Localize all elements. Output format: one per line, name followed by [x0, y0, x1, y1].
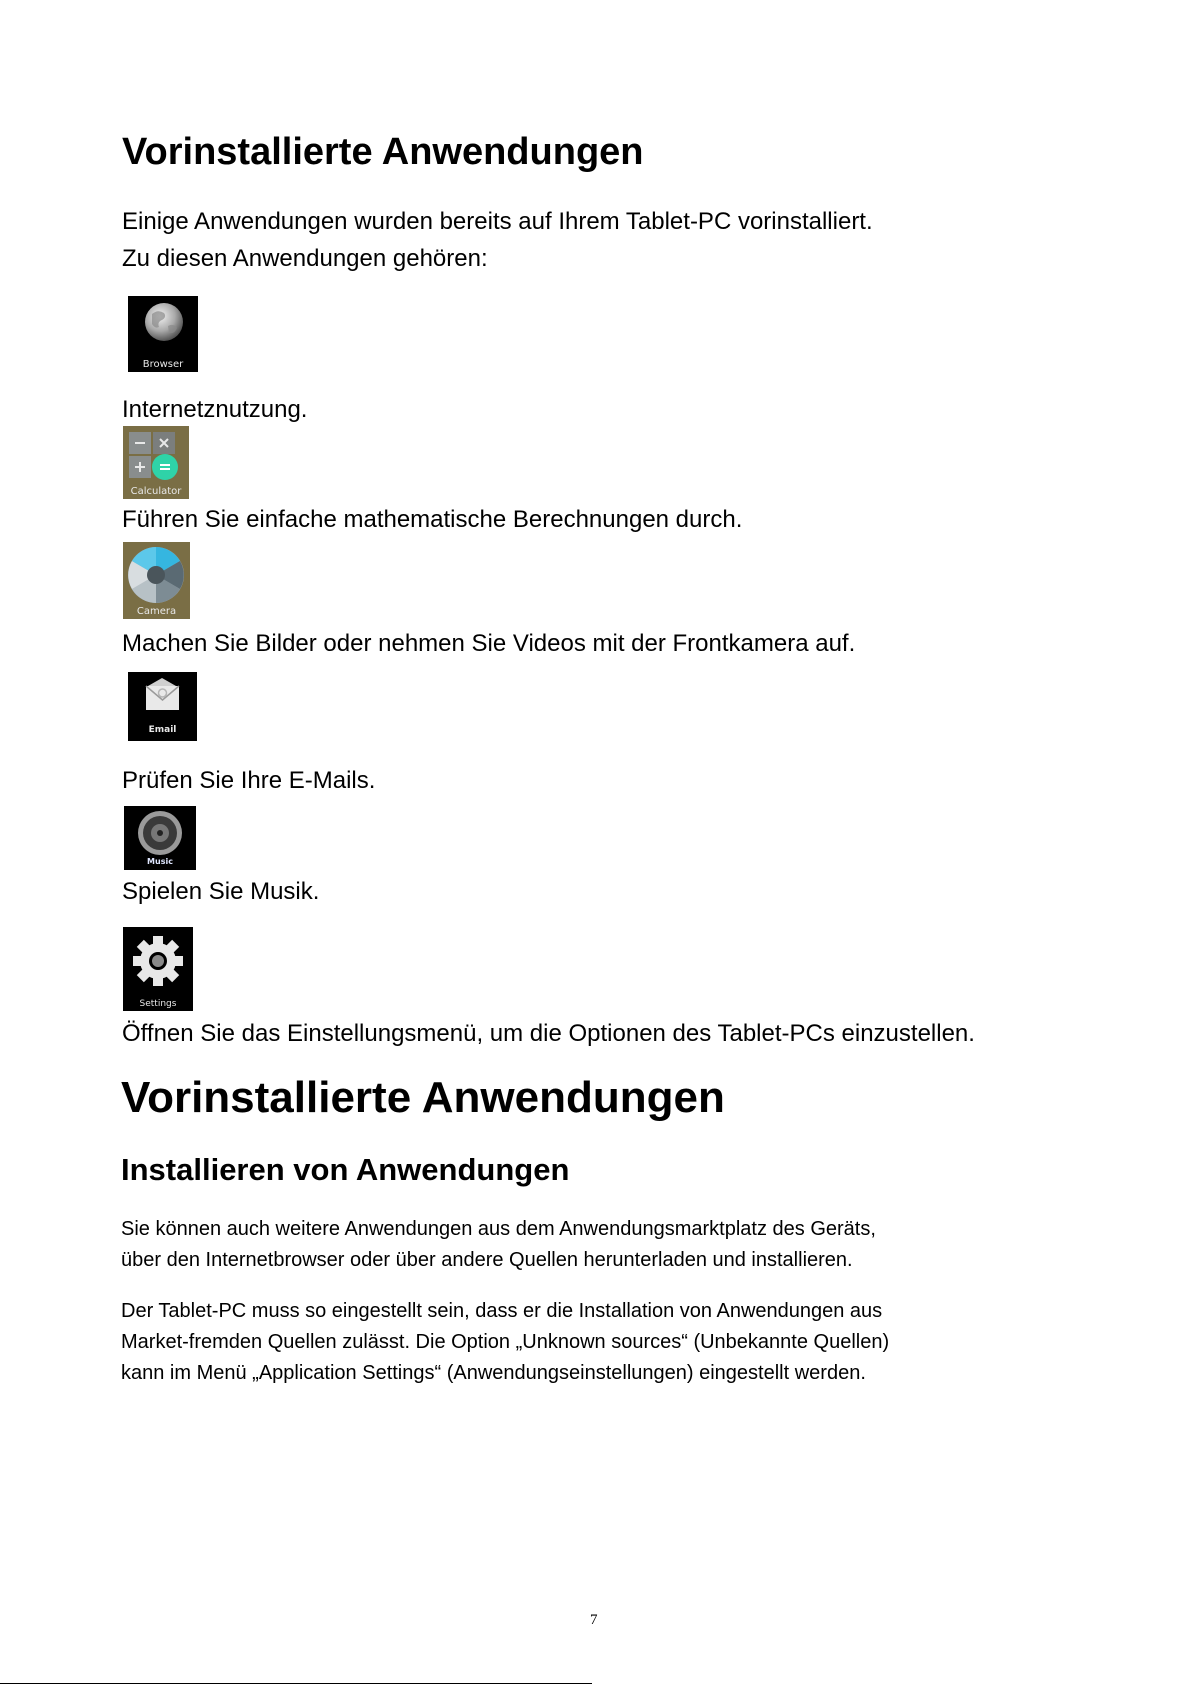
paragraph-2-line-2: Market-fremden Quellen zulässt. Die Option „Unknown sources“ (Unbekannte Quellen) — [121, 1331, 890, 1353]
calculator-description: Führen Sie einfache mathematische Berechnungen durch. — [122, 506, 743, 533]
browser-description: Internetznutzung. — [122, 396, 308, 423]
browser-app-icon — [128, 296, 198, 372]
section-heading: Vorinstallierte Anwendungen — [121, 1073, 725, 1122]
page-number: 7 — [590, 1612, 598, 1628]
browser-icon-label: Browser — [142, 359, 184, 370]
settings-icon-label: Settings — [139, 999, 177, 1009]
paragraph-2-line-3: kann im Menü „Application Settings“ (Anwendungseinstellungen) eingestellt werden. — [121, 1362, 866, 1384]
music-icon-label: Music — [147, 857, 173, 866]
camera-description: Machen Sie Bilder oder nehmen Sie Videos mit der Frontkamera auf. — [122, 630, 856, 657]
music-app-icon — [124, 806, 196, 870]
settings-app-icon — [123, 927, 193, 1011]
email-app-icon — [128, 672, 197, 741]
intro-line-1: Einige Anwendungen wurden bereits auf Ihrem Tablet-PC vorinstalliert. — [122, 208, 873, 235]
camera-icon-label: Camera — [136, 606, 177, 617]
calculator-app-icon — [123, 426, 189, 499]
email-description: Prüfen Sie Ihre E-Mails. — [122, 767, 376, 794]
paragraph-1-line-2: über den Internetbrowser oder über andere Quellen herunterladen und installieren. — [121, 1249, 853, 1271]
intro-line-2: Zu diesen Anwendungen gehören: — [122, 245, 488, 272]
music-description: Spielen Sie Musik. — [122, 878, 320, 905]
footer-rule — [0, 1683, 592, 1684]
email-icon-label: Email — [148, 725, 177, 735]
page-title: Vorinstallierte Anwendungen — [122, 131, 644, 173]
settings-description: Öffnen Sie das Einstellungsmenü, um die Optionen des Tablet-PCs einzustellen. — [122, 1020, 975, 1047]
camera-app-icon — [123, 542, 190, 619]
calculator-icon-label: Calculator — [130, 486, 182, 497]
paragraph-2-line-1: Der Tablet-PC muss so eingestellt sein, dass er die Installation von Anwendungen aus — [121, 1300, 883, 1322]
section-subheading: Installieren von Anwendungen — [121, 1152, 570, 1187]
paragraph-1-line-1: Sie können auch weitere Anwendungen aus dem Anwendungsmarktplatz des Geräts, — [121, 1218, 876, 1240]
